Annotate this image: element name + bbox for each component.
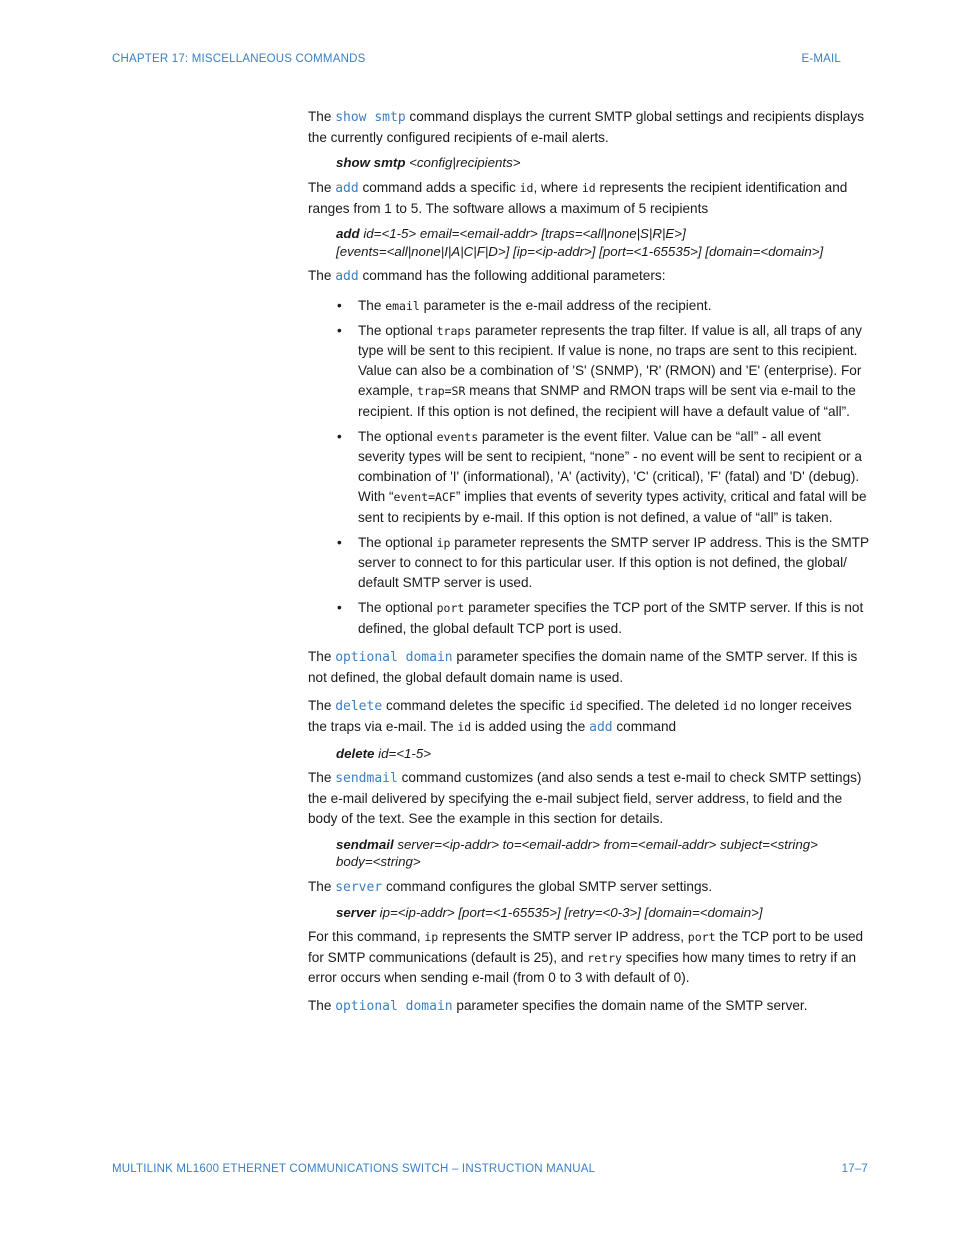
text: The: [308, 998, 336, 1013]
code-retry: retry: [587, 950, 622, 965]
text: means that SNMP and RMON traps will be sent via e-mail to the recipient. If this option is not defined, the recipient will have a default value of “all”.: [358, 383, 856, 419]
text: , where: [533, 179, 582, 195]
text: The optional: [358, 428, 437, 444]
text: The: [308, 109, 336, 124]
text: parameter specifies the domain name of the SMTP server. If this is not defined, the global default domain name is used.: [308, 648, 858, 685]
syntax-sendmail: [336, 836, 870, 871]
text: no longer receives the traps via e-mail. The: [308, 698, 852, 735]
syntax-args: ip=<ip-addr> [port=<1-65535>] [retry=<0-3>] [domain=<domain>]: [375, 904, 763, 920]
code-trap-example: trap=SR: [416, 384, 466, 399]
code-id: id: [722, 699, 737, 714]
syntax-keyword: show smtp: [336, 155, 406, 171]
text: The optional: [358, 534, 437, 550]
text: represents the recipient identification and ranges from 1 to 5. The software allows a maximum of 5 recipients: [308, 179, 848, 217]
text: command deletes the specific: [382, 698, 569, 714]
paragraph-show-smtp: [308, 107, 870, 148]
text: For this command,: [308, 929, 425, 945]
text: command displays the current SMTP global settings and recipients displays the currently configured recipients of e-mail alerts.: [308, 109, 865, 146]
paragraph-sendmail: [308, 768, 870, 830]
code-id: id: [519, 180, 534, 195]
text: ” implies that events of severity types activity, critical and fatal will be sent to recipients by e-mail. If this option is not defined, a value of “all” is taken.: [358, 489, 867, 525]
command-server: server: [335, 879, 383, 895]
text: command configures the global SMTP server settings.: [382, 878, 713, 894]
paragraph-optional-domain: [308, 647, 870, 688]
syntax-add: [336, 225, 870, 260]
code-id: id: [568, 699, 583, 714]
command-sendmail: sendmail: [335, 771, 398, 787]
code-port: port: [436, 601, 465, 616]
text: The: [308, 878, 336, 894]
syntax-delete: [336, 745, 870, 763]
running-footer-title: MULTILINK ML1600 ETHERNET COMMUNICATIONS SWITCH – INSTRUCTION MANUAL: [112, 1163, 596, 1175]
syntax-server: [336, 904, 870, 922]
syntax-show-smtp: [336, 154, 870, 172]
command-show-smtp: show smtp: [335, 110, 406, 125]
command-optional-domain: optional domain: [335, 999, 453, 1014]
code-event-example: event=ACF: [393, 490, 456, 505]
code-email: email: [385, 298, 420, 313]
paragraph-server: [308, 877, 870, 898]
text: The optional: [358, 322, 437, 338]
list-item-events: [358, 427, 870, 528]
paragraph-add-params: [308, 266, 870, 287]
text: is added using the: [471, 719, 590, 735]
text: parameter specifies the domain name of the SMTP server.: [452, 998, 808, 1013]
text: represents the SMTP server IP address,: [438, 929, 688, 945]
text: command: [612, 719, 677, 735]
text: The: [308, 268, 336, 284]
text: parameter is the e-mail address of the recipient.: [419, 297, 712, 313]
text: The: [308, 698, 336, 714]
text: parameter represents the trap filter. If value is all, all traps of any type will be sent to this recipient. If value is none, no traps are sent to this recipient. Value can also be a combination of 'S' (SNMP), 'R' (RMON) and 'E' (enterprise). For example,: [358, 322, 862, 399]
command-add: add: [589, 720, 613, 736]
page-body: [308, 107, 870, 1025]
text: command customizes (and also sends a test e-mail to check SMTP settings) the e-mail delivered by specifying the e-mail subject field, server address, to field and the body of the text. See the example in this section for details.: [308, 770, 862, 827]
code-events: events: [436, 429, 479, 444]
running-header-section: E-MAIL: [801, 53, 841, 65]
syntax-args: <config|recipients>: [405, 155, 521, 171]
syntax-keyword: sendmail: [336, 836, 394, 852]
command-add: add: [335, 269, 359, 285]
paragraph-add: [308, 178, 870, 219]
text: specified. The deleted: [582, 698, 723, 714]
list-item-email: [358, 296, 870, 316]
text: the TCP port to be used for SMTP communications (default is 25), and: [308, 929, 864, 965]
paragraph-server-domain: [308, 996, 870, 1017]
running-header-chapter: CHAPTER 17: MISCELLANEOUS COMMANDS: [112, 53, 366, 65]
code-traps: traps: [436, 323, 472, 338]
text: parameter is the event filter. Value can be “all” - all event severity types will be sent to recipient, “none” - no event will be sent to recipient or a combination of 'I' (informational), 'A' (activity), 'C' (critical), 'F' (fatal) and 'D' (debug). With “: [358, 428, 862, 505]
text: The: [358, 297, 386, 313]
code-id: id: [581, 180, 596, 195]
syntax-args: [events=<all|none|I|A|C|F|D>] [ip=<ip-addr>] [port=<1-65535>] [domain=<domain>]: [336, 243, 824, 259]
text: parameter represents the SMTP server IP address. This is the SMTP server to connect to for this particular user. If this option is not defined, the global/ default SMTP server is used.: [358, 534, 869, 591]
text: The optional: [358, 600, 437, 616]
paragraph-delete: [308, 696, 870, 738]
syntax-args: id=<1-5> email=<email-addr> [traps=<all|none|S|R|E>]: [359, 226, 686, 242]
command-add: add: [335, 180, 359, 196]
text: command adds a specific: [358, 179, 520, 195]
syntax-keyword: server: [336, 904, 376, 920]
text: The: [308, 648, 336, 664]
parameter-list: [308, 296, 870, 639]
command-optional-domain: optional domain: [335, 649, 453, 665]
text: parameter specifies the TCP port of the SMTP server. If this is not defined, the global default TCP port is used.: [358, 600, 864, 636]
command-delete: delete: [335, 699, 383, 715]
text: The: [308, 179, 336, 195]
syntax-args: body=<string>: [336, 854, 421, 870]
list-item-port: [358, 598, 870, 638]
code-port: port: [687, 930, 716, 945]
syntax-keyword: add: [336, 226, 360, 242]
list-item-traps: [358, 321, 870, 422]
syntax-keyword: delete: [336, 745, 375, 761]
text: specifies how many times to retry if an error occurs when sending e-mail (from 0 to 3 with default of 0).: [308, 949, 857, 985]
text: The: [308, 770, 336, 786]
code-ip: ip: [424, 930, 439, 945]
list-item-ip: [358, 533, 870, 594]
paragraph-server-params: [308, 927, 870, 988]
code-id: id: [457, 720, 472, 735]
page-number: 17–7: [841, 1163, 868, 1175]
syntax-args: id=<1-5>: [374, 745, 431, 761]
syntax-args: server=<ip-addr> to=<email-addr> from=<email-addr> subject=<string>: [393, 836, 818, 852]
code-ip: ip: [436, 535, 451, 550]
text: command has the following additional parameters:: [358, 268, 666, 284]
